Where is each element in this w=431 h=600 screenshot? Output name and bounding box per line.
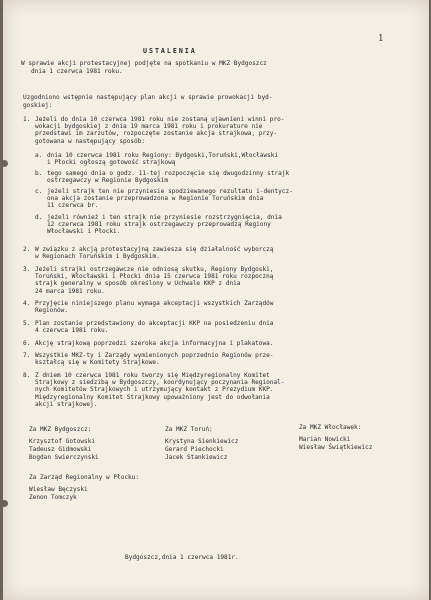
point-text-line: jeżeli również i ten strajk nie przyniesie rozstrzygnięcia, dnia <box>47 214 282 221</box>
signature-name: Bogdan Swierczynski <box>29 454 99 461</box>
point-number: b. <box>35 170 43 177</box>
signature-name: Zenon Tomczyk <box>29 494 77 501</box>
place-and-date: Bydgoszcz,dnia 1 czerwca 1981r. <box>125 554 239 561</box>
punch-hole <box>1 500 8 507</box>
point-text-line: Plan zostanie przedstawiony do akceptacji KKP na posiedzeniu dnia <box>35 320 274 327</box>
signature-name: Jacek Stankiewicz <box>165 454 228 461</box>
signature-name: Krzysztof Gotowski <box>29 438 96 445</box>
point-text-line: w Regionach Toruńskim i Bydgoskim. <box>35 253 160 261</box>
point-text-line: i Płocki ogłoszą gotowość strajkową <box>47 159 176 167</box>
point-number: 6. <box>23 340 31 347</box>
point-text-line: Włocławski i Płocki. <box>47 228 121 236</box>
point-number: 1. <box>23 116 31 123</box>
point-text-line: Jeżeli strajki ostrzegawcze nie odniosą skutku, Regiony Bydgoski, <box>35 266 274 273</box>
point-text-line: Akcję strajkową poprzedzi szeroka akcja informacyjna i plakatowa. <box>35 340 274 347</box>
point-number: 8. <box>23 372 31 379</box>
point-text-line: 24 marca 1981 roku. <box>35 287 105 295</box>
point-number: 5. <box>23 320 31 327</box>
point-text-line: Międzyregionalny Komitet Strajkowy upoważniony jest do odwołania <box>35 393 270 401</box>
point-text-line: nych Komitetów Strajkowych i utrzymujący kontakt z Prezydium KKP. <box>35 386 274 394</box>
point-text-line: Strajkowy z siedzibą w Bydgoszczy, koordynujący poczynania Regional- <box>35 379 285 387</box>
point-number: 2. <box>23 246 31 253</box>
point-number: 7. <box>23 352 31 359</box>
document-page <box>3 0 429 600</box>
signature-name: Krystyna Sienkiewicz <box>165 438 239 445</box>
point-text-line: W związku z akcją protestacyjną zawiesza się działalność wyborczą <box>35 246 274 253</box>
signature-name: Wiesław Bęczyski <box>29 486 88 493</box>
point-text-line: przedstawi im zarzutów, rozpoczęte zostanie akcja strajkowa, przy- <box>35 130 278 138</box>
point-text-line: 12 czerwca 1981 roku strajk ostrzegawczy przeprowadzą Regiony <box>47 221 271 229</box>
point-number: d. <box>35 214 43 221</box>
point-text-line: Z dniem 10 czerwca 1981 roku tworzy się Międzyregionalny Komitet <box>35 372 270 379</box>
point-text-line: Wszystkie MKZ-ty i Zarządy wymienionych poprzednio Regionów prze- <box>35 352 274 359</box>
point-text-line: strajk generalny w sposób określony w Uchwale KKP z dnia <box>35 280 241 288</box>
document-title: USTALENIA <box>143 47 197 55</box>
point-text-line: tego samego dnia o godz. 11-tej rozpoczęcie się dwugodzinny strajk <box>47 170 290 177</box>
point-text-line: akcji strajkowej. <box>35 400 98 408</box>
subtitle-line-2: dnia 1 czerwca 1981 roku. <box>31 68 123 75</box>
signature-heading-bydgoszcz: Za MKZ Bydgoszcz: <box>29 426 92 433</box>
intro-line-1: Uzgodniono wstępnie następujący plan akcji w sprawie prowokacji byd- <box>23 94 273 101</box>
point-text-line: ostrzegawczy w Regionie Bydgoskim <box>47 177 169 185</box>
intro-line-2: goskiej: <box>23 102 53 109</box>
point-number: a. <box>35 152 43 159</box>
punch-hole <box>1 160 8 167</box>
signature-name: Gerard Piechocki <box>165 446 224 453</box>
signature-name: Marian Nowicki <box>299 436 351 443</box>
subtitle-line-1: W sprawie akcji protestacyjnej podjęte na spotkaniu w MKZ Bydgoszcz <box>21 60 267 67</box>
point-text-line: Przyjęcie niniejszego planu wymaga akceptacji wszystkich Zarządów <box>35 300 274 307</box>
signature-name: Tadeusz Gidmowski <box>29 446 92 453</box>
page-number: 1 <box>378 34 384 44</box>
point-text-line: gotowana w następujący sposób: <box>35 137 146 145</box>
point-text-line: 11 czerwca br. <box>47 202 99 210</box>
point-text-line: Regionów. <box>35 307 69 315</box>
signature-name: Wiesław Świątkiewicz <box>299 444 373 451</box>
signature-heading-wloclawek: Za MKZ Włocławek: <box>299 424 362 431</box>
point-text-line: 4 czerwca 1981 roku. <box>35 327 109 335</box>
point-text-line: jeżeli strajk ten nie przyniesie spodziewanego rezultatu i-dentycz- <box>47 188 293 195</box>
point-text-line: wokacji bydgoskiej z dnia 19 marca 1981 roku i prokurature nie <box>35 123 263 131</box>
point-text-line: Toruński, Włocławski i Płocki dnia 15 czerwca 1981 roku rozpoczną <box>35 273 274 281</box>
point-text-line: Jeżeli do dnia 10 czerwca 1981 roku nie zostaną ujawnieni winni pro- <box>35 116 285 123</box>
signature-heading-torun: Za MKZ Toruń: <box>165 426 213 433</box>
point-text-line: ona akcja zostanie przeprowadzona w Regionie Toruńskim dnia <box>47 195 264 203</box>
point-text-line: kształcą się w Komitety Strajkowe. <box>35 359 160 367</box>
point-number: c. <box>35 188 43 195</box>
point-number: 3. <box>23 266 31 273</box>
point-text-line: dnia 10 czerwca 1981 roku Regiony: Bydgoski,Toruński,Włocławski <box>47 152 279 159</box>
point-number: 4. <box>23 300 31 307</box>
signature-heading-plock: Za Zarząd Regionalny w Płocku: <box>29 474 140 481</box>
